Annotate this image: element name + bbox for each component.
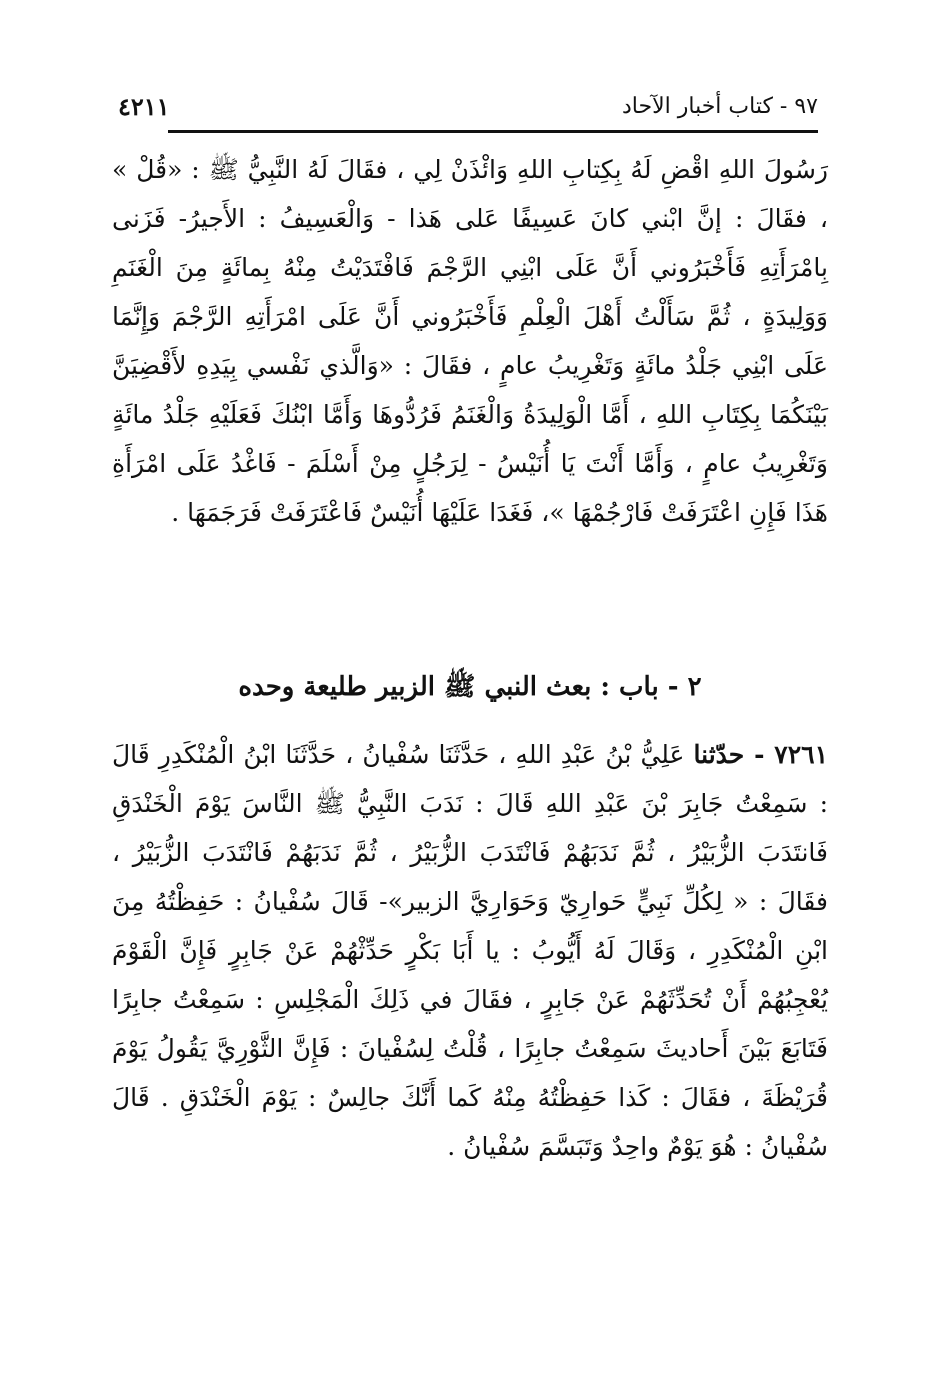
hadith-continued-paragraph xyxy=(112,145,828,537)
hadith-7261-paragraph xyxy=(112,730,828,1171)
header-rule xyxy=(168,130,818,133)
hadith-continued-text: رَسُولَ اللهِ اقْضِ لَهُ بِكِتابِ اللهِ وَائْذَنْ لِي ، فقَالَ لَهُ النَّبِيُّ ﷺ : «قُلْ » ، فقَالَ : إنَّ ابْني كانَ عَسِيفًا عَلى هَذا - وَالْعَسِيفُ : الأَجيرُ- فَزَنى بِامْرَأَتِهِ فَأَخْبَرُوني أَنَّ عَلَى ابْنِي الرَّجْمَ فَافْتَدَيْتُ مِنْهُ بِمائَةٍ مِنَ الْغَنَمِ وَوَلِيدَةٍ ، ثُمَّ سَأَلْتُ أَهْلَ الْعِلْمِ فَأَخْبَرُوني أَنَّ عَلَى امْرَأَتِهِ الرَّجْمَ وَإِنَّمَا عَلَى ابْنِي جَلْدُ مائَةٍ وَتَغْرِيبُ عامٍ ، فقَالَ : «وَالَّذي نَفْسي بِيَدِهِ لأَقْضِيَنَّ بَيْنَكُمَا بِكِتَابِ اللهِ ، أَمَّا الْوَلِيدَةُ وَالْغَنَمُ فَرُدُّوهَا وَأَمَّا ابْنُكَ فَعَلَيْهِ جَلْدُ مائَةٍ وَتَغْرِيبُ عامٍ ، وَأَمَّا أَنْتَ يَا أُنَيْسُ - لِرَجُلٍ مِنْ أَسْلَمَ - فَاغْدُ عَلَى امْرَأَةِ هَذَا فَإِنِ اعْتَرَفَتْ فَارْجُمْهَا »، فَغَدَا عَلَيْهَا أُنَيْسٌ فَاعْتَرَفَتْ فَرَجَمَهَا . xyxy=(112,155,828,527)
hadith-7261-text: عَلِيُّ بْنُ عَبْدِ اللهِ ، حَدَّثَنَا سُفْيانُ ، حَدَّثَنَا ابْنُ الْمُنْكَدِرِ قَالَ : سَمِعْتُ جَابِرَ بْنَ عَبْدِ اللهِ قَالَ : نَدَبَ النَّبِيُّ ﷺ النَّاسَ يَوْمَ الْخَنْدَقِ فَانتَدَبَ الزُّبَيْرُ ، ثُمَّ نَدَبَهُمْ فَانْتَدَبَ الزُّبَيْرُ ، ثُمَّ نَدَبَهُمْ فَانْتَدَبَ الزُّبَيْرُ ، فقَالَ : « لِكُلِّ نَبِيٍّ حَوارِيّ وَحَوَارِيَّ الزبير»- قَالَ سُفْيانُ : حَفِظْتُهُ مِنَ ابْنِ الْمُنْكَدِرِ ، وَقَالَ لَهُ أَيُّوبُ : يا أَبَا بَكْرٍ حَدِّثْهُمْ عَنْ جَابِرٍ فَإِنَّ الْقَوْمَ يُعْجِبُهُمْ أَنْ تُحَدِّثَهُمْ عَنْ جَابِرٍ ، فقَالَ في ذَلِكَ الْمَجْلِسِ : سَمِعْتُ جابِرًا فَتَابَعَ بَيْنَ أَحاديثَ سَمِعْتُ جابِرًا ، قُلْتُ لِسُفْيانَ : فَإِنَّ الثَّوْرِيَّ يَقُولُ يَوْمَ قُرَيْظَةَ ، فقَالَ : كَذا حَفِظْتُهُ مِنْهُ كَما أَنَّكَ جالِسٌ : يَوْمَ الْخَنْدَقِ . قَالَ سُفْيانُ : هُوَ يَوْمٌ واحِدٌ وَتَبَسَّمَ سُفْيانُ . xyxy=(112,740,828,1161)
chapter-title: ٩٧ - كتاب أخبار الآحاد xyxy=(621,93,818,119)
running-head xyxy=(118,86,818,126)
hadith-number: ٧٢٦١ - حدّثنا xyxy=(693,740,828,769)
chapter-heading: ٢ - باب : بعث النبي ﷺ الزبير طليعة وحده xyxy=(238,672,702,702)
hadith-7261-body xyxy=(112,730,828,1171)
page-number: ٤٢١١ xyxy=(118,91,170,121)
